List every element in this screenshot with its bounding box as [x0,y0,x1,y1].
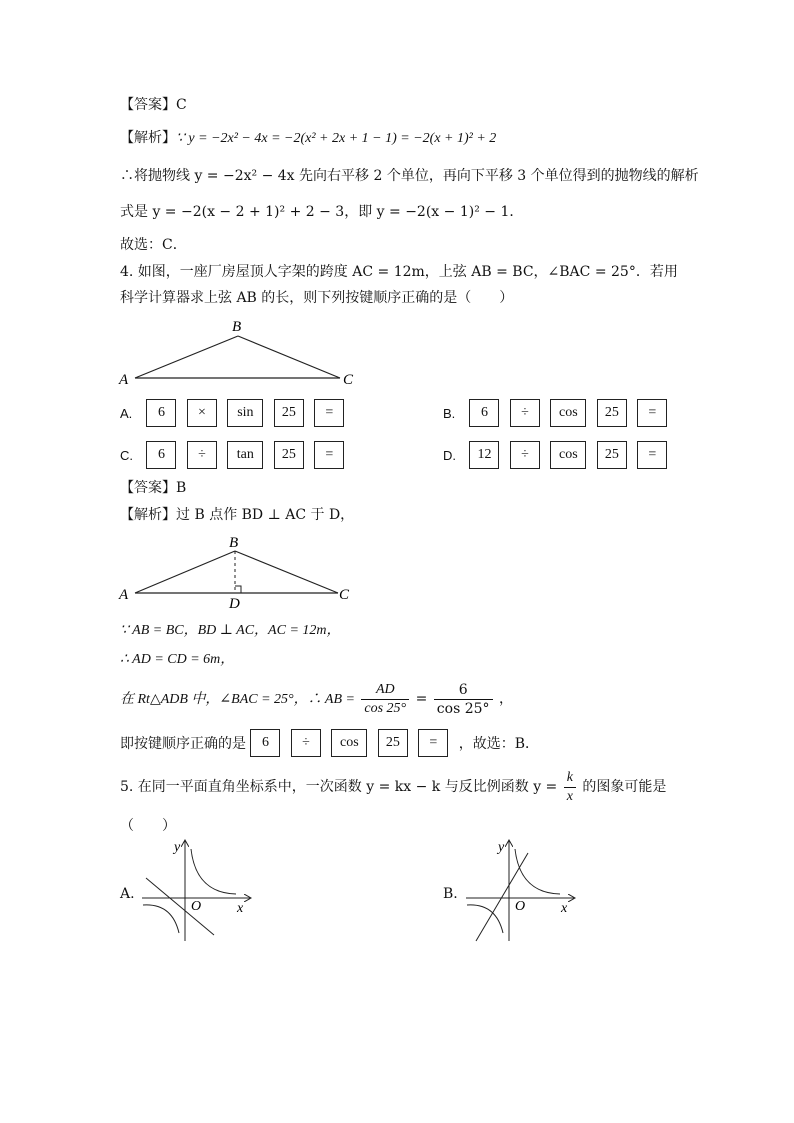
roof-truss-figure [110,315,370,390]
q5-stem-prefix: 5. 在同一平面直角坐标系中，一次函数 y = kx − k 与反比例函数 y = [120,779,558,795]
vertex-a-label: A [119,587,129,603]
key: ÷ [291,729,321,757]
q3-choose: 故选：C． [120,237,187,253]
option-b[interactable] [443,399,673,427]
q4-stem-line1: 4. 如图，一座厂房屋顶人字架的跨度 AC = 12m，上弦 AB = BC，∠BAC = 25°．若用 [120,264,678,280]
fraction-6-over-cos [434,681,493,718]
key: 25 [378,729,408,757]
q5-option-b-label: B. [443,886,458,902]
rt-suffix: ， [498,691,513,707]
option-c-label: C. [120,447,133,463]
hyperbola-branch [467,905,503,933]
y-axis-label: y [174,840,181,855]
hyperbola-branch [191,849,236,894]
key: 25 [274,399,304,427]
key: 25 [597,441,627,469]
option-d[interactable] [443,441,673,469]
key: 6 [146,399,176,427]
vertex-c-label: C [339,587,350,603]
altitude-figure [110,530,370,612]
key: 6 [146,441,176,469]
point-d-label: D [229,596,240,612]
vertex-a-label: A [119,372,129,388]
key: sin [227,399,263,427]
key: tan [227,441,263,469]
q4-key-sequence-line [120,729,539,757]
key: = [418,729,448,757]
q4-stem-line2: 科学计算器求上弦 AB 的长，则下列按键顺序正确的是（ ） [120,290,514,306]
equals-sign: = [415,691,428,707]
key: × [187,399,217,427]
key: = [637,399,667,427]
q4-because: ∵ AB = BC，BD ⊥ AC，AC = 12m， [120,623,341,638]
vertex-b-label: B [232,319,242,335]
rt-prefix: 在 Rt△ADB 中，∠BAC = 25°，∴ AB = [120,692,355,707]
option-d-label: D. [443,447,456,463]
key: cos [331,729,367,757]
origin-label: O [191,899,202,914]
q5-stem-suffix: 的图象可能是 [582,779,667,795]
key: 6 [250,729,280,757]
sequence-suffix: ，故选：B． [458,736,540,752]
fraction-ad-over-cos [361,681,409,718]
option-c[interactable] [120,441,350,469]
graph-option-b[interactable] [462,835,582,947]
fraction-k-over-x [564,769,576,806]
fraction-numerator: 6 [434,681,493,700]
q3-analysis [120,128,496,149]
origin-label: O [515,899,526,914]
q4-rt-line [120,680,513,719]
q4-answer: 【答案】B [120,480,187,496]
q4-therefore: ∴ AD = CD = 6m， [120,652,235,667]
q5-option-a-label: A. [120,886,135,902]
x-axis-label: x [561,901,568,916]
q3-line2: ∴将抛物线 y = −2x² − 4x 先向右平移 2 个单位，再向下平移 3 个单位得到的抛物线的解析 [120,168,699,184]
key: 6 [469,399,499,427]
q3-analysis-equation: ∵ y = −2x² − 4x = −2(x² + 2x + 1 − 1) = −2(x + 1)² + 2 [176,131,497,146]
key: = [314,441,344,469]
fraction-denominator: x [566,788,573,804]
key: 12 [469,441,499,469]
q5-stem [120,768,666,806]
fraction-numerator: AD [361,681,409,700]
y-axis-label: y [498,840,505,855]
fraction-denominator: cos 25° [436,700,490,717]
fraction-numerator: k [564,769,576,788]
q4-analysis-line1: 【解析】过 B 点作 BD ⊥ AC 于 D， [120,507,355,523]
q3-answer: 【答案】C [120,97,187,113]
key: cos [550,441,586,469]
key: ÷ [510,441,540,469]
option-a-label: A. [120,405,133,421]
q3-line3: 式是 y = −2(x − 2 + 1)² + 2 − 3，即 y = −2(x − 1)² − 1． [120,204,524,220]
vertex-c-label: C [343,372,354,388]
key: cos [550,399,586,427]
key: = [637,441,667,469]
graph-option-a[interactable] [138,835,258,947]
hyperbola-branch [143,905,179,933]
x-axis-label: x [237,901,244,916]
key: ÷ [510,399,540,427]
key: = [314,399,344,427]
analysis-label: 【解析】 [120,130,176,146]
q5-paren: （ ） [120,818,176,834]
sequence-prefix: 即按键顺序正确的是 [120,736,246,752]
key: 25 [597,399,627,427]
option-a[interactable] [120,399,350,427]
hyperbola-branch [515,849,560,894]
option-b-label: B. [443,405,456,421]
fraction-denominator: cos 25° [364,700,407,716]
vertex-b-label: B [229,535,239,551]
key: ÷ [187,441,217,469]
key: 25 [274,441,304,469]
